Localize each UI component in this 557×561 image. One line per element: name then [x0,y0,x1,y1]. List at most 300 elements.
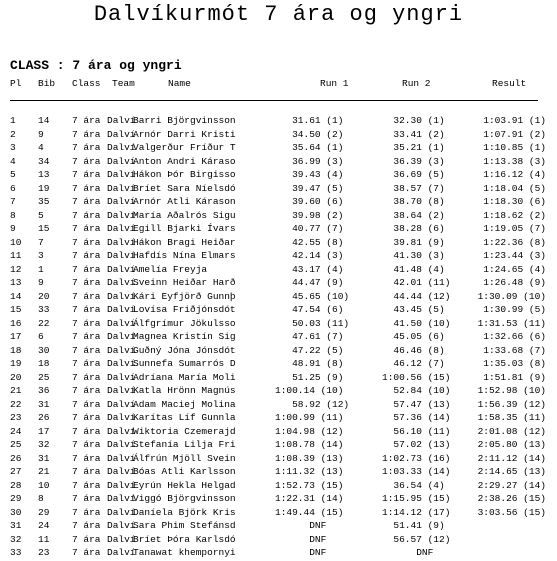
cell-run1: 39.43 (4) [275,169,344,180]
header-divider [10,100,538,101]
cell-bib: 36 [38,385,50,396]
cell-place: 17 [10,331,22,342]
cell-name: Hákon Bragi Heiðar [133,236,236,248]
header-class: Class [72,78,101,89]
cell-place: 19 [10,358,22,369]
cell-class: 7 ára [72,398,101,410]
cell-result: 1:31.53 (11) [477,317,546,329]
cell-team: Dalví [107,263,136,275]
cell-name: Tanawat khempornyi [133,547,236,558]
cell-result: 1:23.44 (3) [483,250,546,261]
cell-team: Dalví [107,344,136,356]
cell-team: Dalví [107,317,136,329]
cell-team: Dalví [107,547,136,558]
cell-place: 33 [10,547,22,558]
cell-name: Bríet Þóra Karlsdó [133,533,236,545]
cell-team: Dalví [107,479,136,491]
cell-name: Adríana María Moli [133,371,236,383]
cell-class: 7 ára [72,169,101,180]
header-team: Team [112,78,135,89]
cell-run1: 34.50 (2) [275,128,344,140]
cell-run1: 47.61 (7) [275,331,344,342]
cell-run1: 45.65 (10) [275,290,350,302]
header-run1: Run 1 [320,78,349,89]
cell-result: 1:07.91 (2) [483,128,546,140]
cell-class: 7 ára [72,155,101,167]
cell-run2: 46.12 (7) [382,358,445,369]
cell-bib: 31 [38,398,50,410]
cell-class: 7 ára [72,533,101,545]
cell-name: Anton Andri Káraso [133,155,236,167]
cell-result: 1:03.91 (1) [483,115,546,126]
cell-class: 7 ára [72,196,101,207]
page-title: Dalvíkurmót 7 ára og yngri [93,2,464,27]
cell-place: 21 [10,385,22,396]
cell-place: 1 [10,115,16,126]
cell-class: 7 ára [72,506,101,518]
cell-name: Álfrún Mjöll Svein [133,452,236,464]
table-row [0,358,557,372]
cell-result: 1:51.81 (9) [483,371,546,383]
cell-result: 1:33.68 (7) [483,344,546,356]
cell-run2: 36.69 (5) [382,169,445,180]
cell-bib: 24 [38,520,50,531]
cell-run2: 45.05 (6) [382,331,445,342]
cell-name: Bóas Atli Karlsson [133,466,236,477]
cell-run1: 1:52.73 (15) [275,479,344,491]
cell-team: Dalví [107,466,136,477]
header-bib: Bib [38,78,56,89]
cell-result: 1:16.12 (4) [483,169,546,180]
table-row [0,169,557,183]
cell-bib: 22 [38,317,50,329]
cell-bib: 8 [38,493,44,504]
cell-name: Álfgrímur Jökulsso [133,317,236,329]
cell-run2: 1:14.12 (17) [382,506,451,518]
cell-run1: 40.77 (7) [275,223,344,234]
cell-run2: 57.47 (13) [382,398,451,410]
cell-run2: 51.41 (9) [382,520,445,531]
cell-name: Katla Hrönn Magnús [133,385,236,396]
cell-run1: 39.60 (6) [275,196,344,207]
cell-run2: 56.10 (11) [382,425,451,437]
cell-name: Karítas Líf Gunnla [133,412,236,423]
cell-bib: 11 [38,533,50,545]
cell-result: 1:10.85 (1) [483,142,546,153]
cell-place: 26 [10,452,22,464]
cell-run2: 38.57 (7) [382,182,445,194]
cell-place: 8 [10,209,16,221]
cell-class: 7 ára [72,425,101,437]
cell-team: Dalví [107,128,136,140]
cell-class: 7 ára [72,479,101,491]
cell-place: 5 [10,169,16,180]
table-row [0,507,557,521]
cell-run1: 1:00.99 (11) [275,412,344,423]
cell-place: 4 [10,155,16,167]
cell-run1: 44.47 (9) [275,277,344,288]
results-table [0,115,557,561]
cell-result: 2:11.12 (14) [477,452,546,464]
cell-place: 30 [10,506,22,518]
cell-result: 1:32.66 (6) [483,331,546,342]
cell-class: 7 ára [72,277,101,288]
cell-run2: 57.36 (14) [382,412,451,423]
cell-run2: 38.70 (8) [382,196,445,207]
cell-name: Guðný Jóna Jónsdót [133,344,236,356]
cell-run1: 42.14 (3) [275,250,344,261]
table-row [0,277,557,291]
cell-bib: 5 [38,209,44,221]
cell-run2: 33.41 (2) [382,128,445,140]
cell-place: 9 [10,223,16,234]
cell-result: 1:52.98 (10) [477,385,546,396]
cell-team: Dalví [107,452,136,464]
cell-class: 7 ára [72,250,101,261]
cell-run2: 57.02 (13) [382,439,451,450]
cell-name: Eyrún Hekla Helgad [133,479,236,491]
cell-team: Dalví [107,371,136,383]
cell-run2: 41.50 (10) [382,317,451,329]
cell-result: 1:22.36 (8) [483,236,546,248]
cell-class: 7 ára [72,331,101,342]
cell-bib: 31 [38,452,50,464]
cell-bib: 13 [38,169,50,180]
cell-run1: 1:08.78 (14) [275,439,344,450]
cell-bib: 33 [38,304,50,315]
table-row [0,129,557,143]
cell-run2: 52.84 (10) [382,385,451,396]
cell-team: Dalví [107,277,136,288]
cell-class: 7 ára [72,547,101,558]
cell-team: Dalví [107,358,136,369]
cell-name: Lovísa Friðjónsdót [133,304,236,315]
table-row [0,196,557,210]
cell-bib: 19 [38,182,50,194]
table-row [0,156,557,170]
cell-place: 11 [10,250,22,261]
cell-place: 10 [10,236,22,248]
cell-team: Dalví [107,412,136,423]
table-row [0,210,557,224]
cell-run1: 39.98 (2) [275,209,344,221]
table-row [0,466,557,480]
cell-bib: 34 [38,155,50,167]
cell-team: Dalví [107,155,136,167]
table-row [0,493,557,507]
cell-run1: 42.55 (8) [275,236,344,248]
cell-run2: 38.28 (6) [382,223,445,234]
table-row [0,318,557,332]
cell-place: 6 [10,182,16,194]
cell-bib: 30 [38,344,50,356]
cell-place: 20 [10,371,22,383]
cell-run1: DNF [275,533,327,545]
cell-place: 23 [10,412,22,423]
cell-result: 2:01.08 (12) [477,425,546,437]
cell-class: 7 ára [72,236,101,248]
cell-place: 31 [10,520,22,531]
cell-result: 1:18.62 (2) [483,209,546,221]
cell-name: Daníela Björk Kris [133,506,236,518]
cell-bib: 26 [38,412,50,423]
cell-team: Dalví [107,196,136,207]
cell-bib: 25 [38,371,50,383]
cell-name: Kári Eyfjörð Gunnþ [133,290,236,302]
cell-name: Sveinn Heiðar Harð [133,277,236,288]
cell-place: 7 [10,196,16,207]
header-name: Name [168,78,191,89]
table-row [0,426,557,440]
cell-run1: DNF [275,520,327,531]
table-row [0,453,557,467]
table-row [0,480,557,494]
table-row [0,385,557,399]
cell-run2: 1:03.33 (14) [382,466,451,477]
cell-run1: 43.17 (4) [275,263,344,275]
cell-result: 2:29.27 (14) [477,479,546,491]
cell-bib: 9 [38,277,44,288]
cell-name: Bríet Sara Níelsdó [133,182,236,194]
cell-place: 12 [10,263,22,275]
cell-run1: 31.61 (1) [275,115,344,126]
cell-name: Hafdís Nína Elmars [133,250,236,261]
cell-team: Dalví [107,385,136,396]
cell-bib: 23 [38,547,50,558]
cell-run1: 1:00.14 (10) [275,385,344,396]
cell-class: 7 ára [72,452,101,464]
cell-name: Valgerður Fríður T [133,142,236,153]
table-row [0,250,557,264]
cell-run1: 1:08.39 (13) [275,452,344,464]
cell-bib: 15 [38,223,50,234]
cell-team: Dalví [107,142,136,153]
cell-run1: 47.22 (5) [275,344,344,356]
cell-run2: 35.21 (1) [382,142,445,153]
cell-class: 7 ára [72,223,101,234]
cell-class: 7 ára [72,493,101,504]
cell-team: Dalví [107,520,136,531]
cell-bib: 7 [38,236,44,248]
cell-class: 7 ára [72,290,101,302]
table-row [0,372,557,386]
cell-name: Magnea Kristín Sig [133,331,236,342]
cell-bib: 35 [38,196,50,207]
cell-result: 1:56.39 (12) [477,398,546,410]
cell-place: 28 [10,479,22,491]
cell-place: 15 [10,304,22,315]
cell-result: 1:35.03 (8) [483,358,546,369]
cell-class: 7 ára [72,182,101,194]
cell-run2: 1:02.73 (16) [382,452,451,464]
cell-run2: 39.81 (9) [382,236,445,248]
cell-class: 7 ára [72,115,101,126]
cell-place: 13 [10,277,22,288]
table-row [0,183,557,197]
cell-result: 1:30.99 (5) [483,304,546,315]
cell-run2: 43.45 (5) [382,304,445,315]
header-result: Result [492,78,527,89]
cell-run2: 44.44 (12) [382,290,451,302]
cell-result: 2:05.80 (13) [477,439,546,450]
table-row [0,439,557,453]
cell-bib: 3 [38,250,44,261]
cell-place: 2 [10,128,16,140]
cell-name: Viggó Björgvinsson [133,493,236,504]
cell-result: 1:13.38 (3) [483,155,546,167]
table-row [0,237,557,251]
cell-team: Dalví [107,169,136,180]
cell-class: 7 ára [72,358,101,369]
cell-name: Stefanía Lilja Fri [133,439,236,450]
cell-team: Dalví [107,290,136,302]
cell-name: María Aðalrós Sigu [133,209,236,221]
cell-run2: 1:15.95 (15) [382,493,451,504]
cell-run2: 41.30 (3) [382,250,445,261]
cell-run1: 47.54 (6) [275,304,344,315]
cell-run1: 48.91 (8) [275,358,344,369]
cell-class: 7 ára [72,344,101,356]
cell-place: 25 [10,439,22,450]
cell-run1: 39.47 (5) [275,182,344,194]
cell-bib: 20 [38,290,50,302]
cell-bib: 29 [38,506,50,518]
cell-run2: 41.48 (4) [382,263,445,275]
cell-result: 1:26.48 (9) [483,277,546,288]
cell-bib: 1 [38,263,44,275]
cell-result: 1:18.04 (5) [483,182,546,194]
cell-team: Dalví [107,533,136,545]
cell-place: 27 [10,466,22,477]
cell-class: 7 ára [72,412,101,423]
cell-run2: 36.39 (3) [382,155,445,167]
cell-bib: 21 [38,466,50,477]
cell-team: Dalví [107,493,136,504]
cell-team: Dalví [107,115,136,126]
cell-run1: 58.92 (12) [275,398,350,410]
cell-class: 7 ára [72,317,101,329]
table-row [0,331,557,345]
cell-class: 7 ára [72,142,101,153]
table-row [0,264,557,278]
table-row [0,291,557,305]
cell-run2: 42.01 (11) [382,277,451,288]
cell-bib: 18 [38,358,50,369]
cell-bib: 9 [38,128,44,140]
table-row [0,399,557,413]
cell-class: 7 ára [72,371,101,383]
cell-name: Arnór Atli Kárason [133,196,236,207]
cell-team: Dalví [107,331,136,342]
cell-name: Amelía Freyja [133,263,208,275]
cell-run2: 32.30 (1) [382,115,445,126]
cell-bib: 4 [38,142,44,153]
table-row [0,520,557,534]
cell-name: Adam Maciej Molina [133,398,236,410]
table-row [0,534,557,548]
cell-run2: DNF [382,547,434,558]
cell-run2: 56.57 (12) [382,533,451,545]
cell-class: 7 ára [72,466,101,477]
cell-bib: 32 [38,439,50,450]
table-row [0,223,557,237]
cell-bib: 10 [38,479,50,491]
cell-name: Hákon Þór Birgisso [133,169,236,180]
cell-team: Dalví [107,439,136,450]
cell-place: 22 [10,398,22,410]
cell-run2: 36.54 (4) [382,479,445,491]
cell-class: 7 ára [72,304,101,315]
cell-name: Sunnefa Sumarrós D [133,358,236,369]
cell-result: 1:19.05 (7) [483,223,546,234]
cell-bib: 17 [38,425,50,437]
cell-team: Dalví [107,304,136,315]
cell-class: 7 ára [72,209,101,221]
cell-team: Dalví [107,182,136,194]
cell-result: 2:14.65 (13) [477,466,546,477]
cell-run2: 38.64 (2) [382,209,445,221]
header-run2: Run 2 [402,78,431,89]
table-row [0,304,557,318]
cell-result: 1:58.35 (11) [477,412,546,423]
table-row [0,412,557,426]
cell-class: 7 ára [72,128,101,140]
cell-run1: 1:04.98 (12) [275,425,344,437]
cell-team: Dalví [107,223,136,234]
cell-team: Dalví [107,506,136,518]
cell-run1: 1:11.32 (13) [275,466,344,477]
cell-class: 7 ára [72,263,101,275]
table-row [0,345,557,359]
cell-run2: 46.46 (8) [382,344,445,356]
cell-name: Sara Phim Stefánsd [133,520,236,531]
cell-run1: 1:22.31 (14) [275,493,344,504]
table-row [0,115,557,129]
cell-result: 1:24.65 (4) [483,263,546,275]
header-pl: Pl [10,78,22,89]
cell-team: Dalví [107,250,136,261]
cell-result: 1:30.09 (10) [477,290,546,302]
cell-team: Dalví [107,209,136,221]
cell-place: 14 [10,290,22,302]
cell-class: 7 ára [72,520,101,531]
cell-bib: 6 [38,331,44,342]
class-heading: CLASS : 7 ára og yngri [10,58,182,73]
cell-class: 7 ára [72,439,101,450]
cell-result: 2:38.26 (15) [477,493,546,504]
cell-name: Arnór Darri Kristi [133,128,236,140]
cell-name: Barri Björgvinsson [133,115,236,126]
cell-place: 32 [10,533,22,545]
cell-place: 18 [10,344,22,356]
cell-run1: 50.03 (11) [275,317,350,329]
cell-team: Dalví [107,398,136,410]
cell-run1: DNF [275,547,327,558]
cell-run1: 35.64 (1) [275,142,344,153]
cell-run1: 51.25 (9) [275,371,344,383]
cell-name: Wiktoria Czemerajd [133,425,236,437]
cell-result: 1:18.30 (6) [483,196,546,207]
cell-run1: 36.99 (3) [275,155,344,167]
cell-place: 24 [10,425,22,437]
cell-bib: 14 [38,115,50,126]
cell-class: 7 ára [72,385,101,396]
cell-place: 3 [10,142,16,153]
cell-result: 3:03.56 (15) [477,506,546,518]
cell-team: Dalví [107,236,136,248]
table-row [0,142,557,156]
cell-run2: 1:00.56 (15) [382,371,451,383]
